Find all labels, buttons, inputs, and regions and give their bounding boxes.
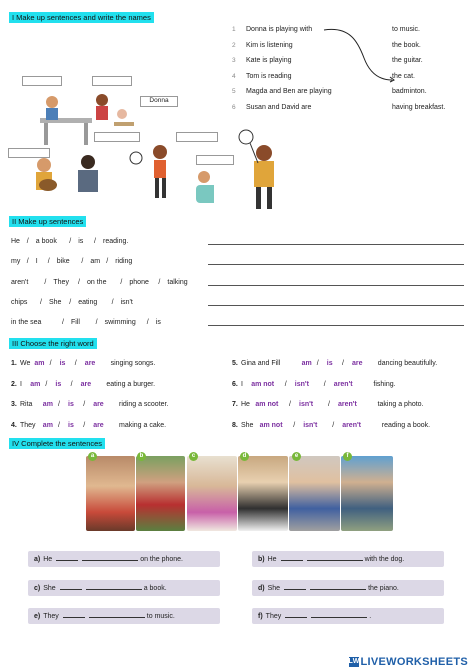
slash-separator: /: [293, 421, 296, 429]
option-are[interactable]: are: [93, 401, 104, 408]
item-number: 8.: [232, 421, 238, 429]
liveworksheets-text: LIVEWORKSHEETS: [360, 656, 468, 668]
answer-line[interactable]: [208, 264, 464, 265]
slash-separator: /: [94, 238, 96, 245]
option-are[interactable]: are: [93, 421, 104, 429]
item-subject: Gina and Fill: [241, 360, 281, 367]
scramble-word: my: [11, 258, 21, 266]
name-box-3[interactable]: [94, 132, 140, 142]
slash-separator: /: [69, 238, 72, 245]
scramble-word: on the: [87, 278, 107, 286]
complete-letter: c): [34, 584, 41, 592]
scramble-word: isn't: [120, 298, 133, 306]
slash-separator: /: [289, 401, 291, 408]
liveworksheets-logo: [349, 656, 469, 668]
scramble-word: is: [78, 238, 84, 245]
slash-separator: /: [26, 238, 29, 245]
blank-2[interactable]: [86, 580, 142, 590]
blank-1[interactable]: [281, 551, 303, 561]
slash-separator: /: [111, 298, 114, 306]
slash-separator: /: [95, 319, 98, 327]
name-box-5[interactable]: [8, 148, 50, 158]
slash-separator: /: [332, 421, 335, 429]
slash-separator: /: [78, 278, 80, 286]
item-ending: riding a scooter.: [119, 401, 169, 408]
slash-separator: /: [146, 319, 149, 327]
answer-line[interactable]: [208, 285, 464, 286]
option-am-not[interactable]: am not: [259, 421, 283, 429]
item-number: 2.: [11, 380, 17, 388]
option-aren-t[interactable]: aren't: [338, 401, 357, 408]
slash-separator: /: [106, 258, 109, 266]
name-box-2[interactable]: [92, 76, 132, 86]
slash-separator: /: [328, 401, 330, 408]
blank-1[interactable]: [63, 608, 85, 618]
option-am[interactable]: am: [34, 360, 45, 367]
option-is[interactable]: is: [59, 360, 66, 367]
complete-subject: She: [267, 584, 281, 592]
slash-separator: /: [44, 278, 47, 286]
photo-badge-c: c: [189, 452, 198, 461]
item-number: 4.: [11, 421, 17, 429]
option-am[interactable]: am: [42, 401, 53, 408]
slash-separator: /: [316, 360, 319, 367]
option-am-not[interactable]: am not: [251, 380, 275, 388]
match-number: 6: [232, 104, 236, 111]
option-is[interactable]: is: [68, 421, 74, 429]
scramble-word: reading.: [103, 238, 129, 245]
item-subject: I: [241, 380, 243, 388]
scramble-word: in the sea: [11, 319, 42, 327]
slash-separator: /: [62, 319, 64, 327]
complete-letter: a): [34, 556, 41, 563]
option-isn-t[interactable]: isn't: [294, 380, 309, 388]
match-connector-line: [320, 24, 395, 84]
photo-badge-a: a: [88, 452, 97, 461]
complete-letter: d): [258, 584, 265, 592]
scramble-word: talking: [167, 278, 188, 286]
slash-separator: /: [284, 380, 287, 388]
option-am-not[interactable]: am not: [255, 401, 279, 408]
slash-separator: /: [83, 421, 86, 429]
match-number: 2: [232, 41, 236, 49]
name-box-donna: Donna: [140, 96, 178, 107]
complete-box-e: [28, 608, 220, 624]
match-left-item: Kate is playing: [246, 57, 292, 65]
scramble-word: Fill: [71, 319, 80, 327]
answer-line[interactable]: [208, 305, 464, 306]
photo-b-boy-dog: [136, 456, 185, 531]
option-is[interactable]: is: [55, 380, 62, 388]
liveworksheets-icon: LW: [348, 658, 360, 666]
item-subject: Rita: [20, 401, 33, 408]
complete-subject: They: [265, 613, 282, 620]
scramble-word: swimming: [104, 319, 136, 327]
scramble-word: She: [49, 298, 62, 306]
item-ending: taking a photo.: [377, 401, 424, 408]
match-left-item: Magda and Ben are playing: [246, 88, 332, 96]
photo-d-girl-piano: [238, 456, 288, 531]
scramble-word: phone: [129, 278, 149, 286]
slash-separator: /: [49, 360, 52, 367]
answer-line[interactable]: [208, 244, 464, 245]
complete-letter: e): [34, 613, 41, 620]
item-ending: fishing.: [373, 380, 396, 388]
scramble-word: aren't: [11, 278, 29, 286]
item-number: 7.: [232, 401, 238, 408]
slash-separator: /: [26, 258, 29, 266]
blank-2[interactable]: [307, 551, 363, 561]
answer-line[interactable]: [208, 325, 464, 326]
slash-separator: /: [70, 380, 73, 388]
match-left-item: Susan and David are: [246, 104, 312, 111]
item-subject: She: [241, 421, 254, 429]
item-subject: They: [20, 421, 36, 429]
item-ending: singing songs.: [110, 360, 156, 367]
match-left-item: Donna is playing with: [246, 26, 313, 33]
option-are[interactable]: are: [84, 360, 96, 367]
section-1-heading: I Make up sentences and write the names: [9, 12, 154, 23]
item-number: 6.: [232, 380, 238, 388]
slash-separator: /: [58, 401, 60, 408]
option-am[interactable]: am: [42, 421, 53, 429]
photo-f-friends: [341, 456, 393, 531]
match-right-item: badminton.: [392, 88, 427, 96]
photo-c-girl-book: [187, 456, 237, 531]
option-isn-t[interactable]: isn't: [303, 421, 318, 429]
scramble-word: am: [90, 258, 101, 266]
match-left-item: Tom is reading: [246, 72, 292, 80]
name-box-4[interactable]: [176, 132, 218, 142]
slash-separator: /: [47, 258, 50, 266]
item-number: 5.: [232, 360, 238, 367]
match-left-item: Kim is listening: [246, 41, 293, 49]
photo-badge-f: f: [343, 452, 352, 461]
match-right-item: the guitar.: [392, 57, 423, 65]
blank-1[interactable]: [284, 580, 306, 590]
slash-separator: /: [69, 298, 72, 306]
blank-1[interactable]: [60, 580, 82, 590]
item-number: 1.: [11, 360, 17, 367]
item-ending: eating a burger.: [106, 380, 156, 388]
match-number: 1: [232, 26, 236, 33]
complete-subject: He: [267, 556, 277, 563]
option-are[interactable]: are: [80, 380, 92, 388]
complete-box-c: [28, 580, 220, 596]
scramble-word: I: [35, 258, 38, 266]
item-ending: reading a book.: [381, 421, 431, 429]
item-ending: dancing beautifully.: [377, 360, 438, 367]
blank-1[interactable]: [285, 608, 307, 618]
name-box-6[interactable]: [196, 155, 234, 165]
match-right-item: the cat.: [392, 72, 415, 80]
name-box-1[interactable]: [22, 76, 62, 86]
complete-letter: b): [258, 556, 265, 563]
photo-e-music: [289, 456, 340, 531]
section-4-heading: IV Complete the sentences: [9, 438, 105, 449]
match-right-item: having breakfast.: [392, 104, 446, 111]
complete-subject: She: [43, 584, 56, 592]
complete-ending: .: [369, 613, 372, 620]
slash-separator: /: [323, 380, 326, 388]
complete-box-b: [252, 551, 444, 567]
complete-subject: He: [43, 556, 53, 563]
complete-box-a: [28, 551, 220, 567]
complete-ending: to music.: [146, 613, 175, 620]
scramble-word: eating: [78, 298, 98, 306]
option-am[interactable]: am: [301, 360, 312, 367]
complete-box-d: [252, 580, 444, 596]
scramble-word: bike: [56, 258, 70, 266]
scramble-word: They: [53, 278, 69, 286]
slash-separator: /: [45, 380, 48, 388]
match-number: 4: [232, 72, 236, 80]
complete-box-f: [252, 608, 444, 624]
photo-badge-b: b: [137, 452, 146, 461]
blank-2[interactable]: [82, 551, 138, 561]
photo-badge-d: d: [240, 452, 249, 461]
scramble-word: a book: [35, 238, 57, 245]
complete-ending: with the dog.: [364, 556, 405, 563]
photo-badge-e: e: [292, 452, 301, 461]
section-3-heading: III Choose the right word: [9, 338, 97, 349]
complete-ending: a book.: [143, 584, 167, 592]
complete-letter: f): [258, 613, 263, 620]
slash-separator: /: [158, 278, 161, 286]
option-isn-t[interactable]: isn't: [299, 401, 314, 408]
blank-2[interactable]: [311, 608, 367, 618]
complete-subject: They: [43, 613, 59, 620]
section-2-heading: II Make up sentences: [9, 216, 86, 227]
slash-separator: /: [83, 401, 86, 408]
item-ending: making a cake.: [119, 421, 167, 429]
blank-1[interactable]: [56, 551, 78, 561]
option-is[interactable]: is: [326, 360, 333, 367]
option-is[interactable]: is: [68, 401, 74, 408]
item-subject: I: [20, 380, 22, 388]
item-subject: We: [20, 360, 31, 367]
scramble-word: is: [155, 319, 161, 327]
photo-a-boy-phone: [86, 456, 135, 531]
match-right-item: the book.: [392, 41, 421, 49]
scramble-word: riding: [115, 258, 133, 266]
option-aren-t[interactable]: aren't: [342, 421, 361, 429]
item-subject: He: [241, 401, 250, 408]
blank-2[interactable]: [89, 608, 145, 618]
slash-separator: /: [40, 298, 42, 306]
slash-separator: /: [120, 278, 123, 286]
item-number: 3.: [11, 401, 17, 408]
option-aren-t[interactable]: aren't: [333, 380, 353, 388]
blank-2[interactable]: [310, 580, 366, 590]
slash-separator: /: [74, 360, 77, 367]
slash-separator: /: [58, 421, 60, 429]
option-am[interactable]: am: [30, 380, 41, 388]
match-number: 3: [232, 57, 236, 65]
match-right-item: to music.: [392, 26, 421, 33]
match-number: 5: [232, 88, 236, 96]
option-are[interactable]: are: [352, 360, 363, 367]
scramble-word: chips: [11, 298, 28, 306]
slash-separator: /: [342, 360, 344, 367]
complete-ending: on the phone.: [140, 556, 184, 563]
slash-separator: /: [81, 258, 84, 266]
complete-ending: the piano.: [368, 584, 399, 592]
scramble-word: He: [11, 238, 20, 245]
